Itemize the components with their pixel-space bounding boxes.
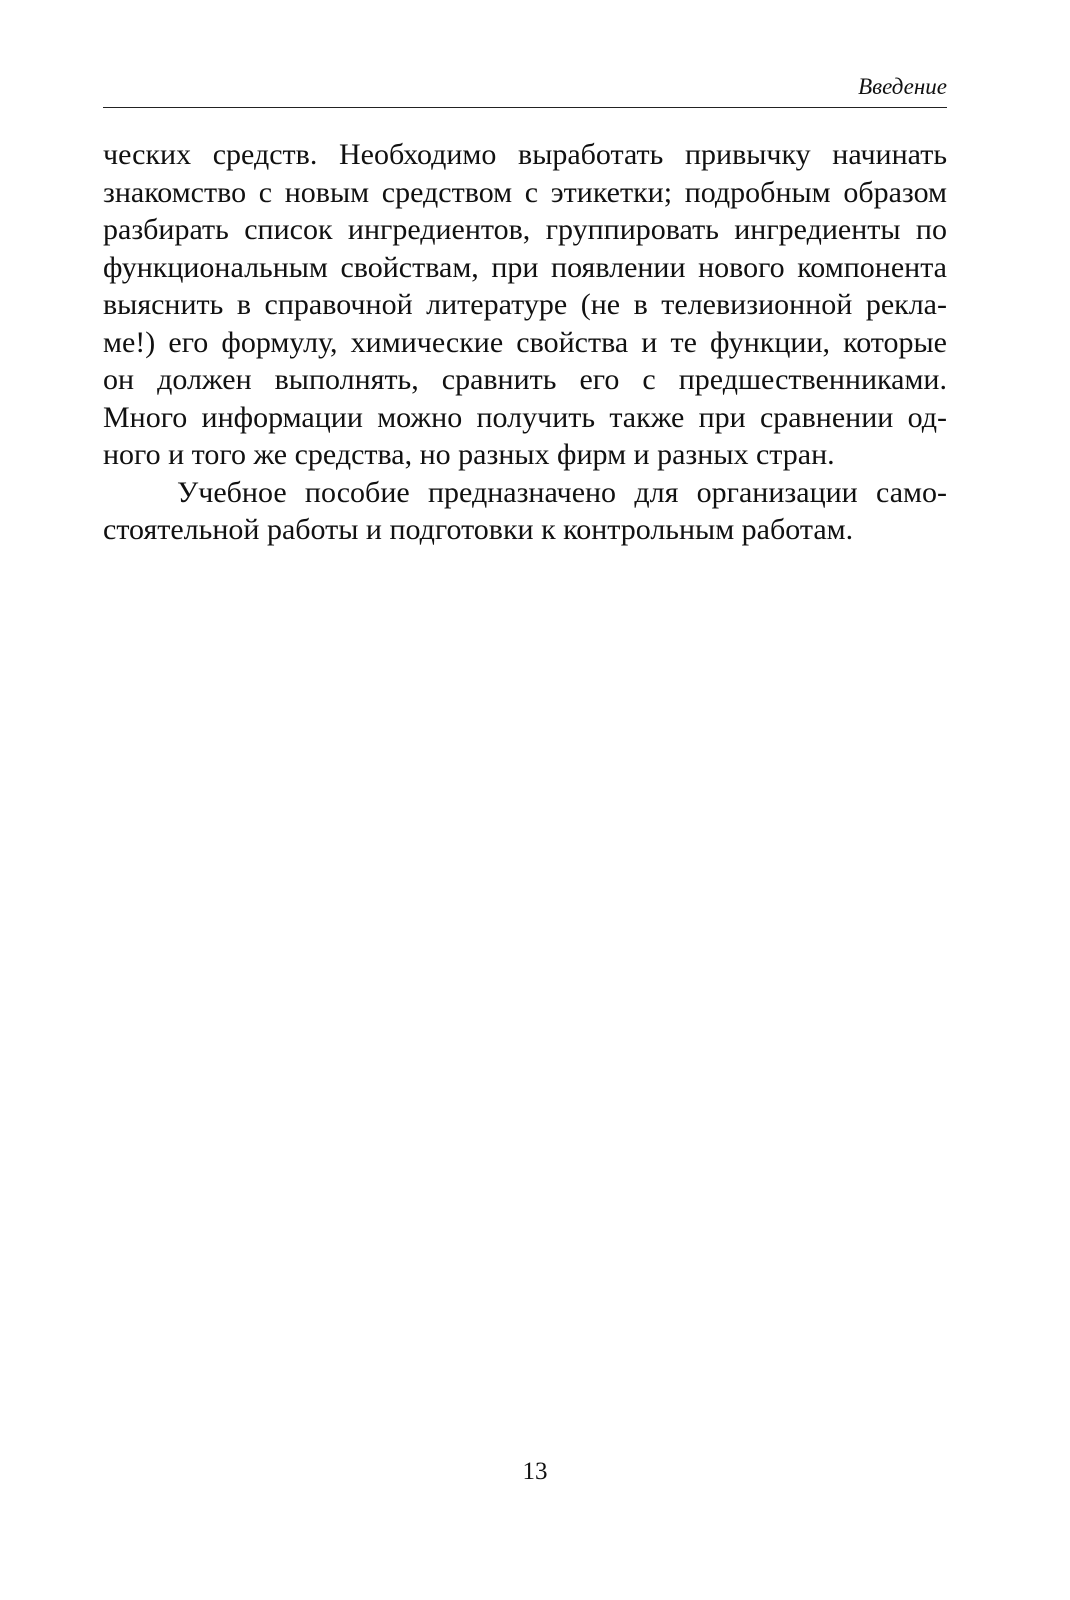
running-head: Введение [858,74,947,99]
paragraph [103,136,947,474]
text-line: разбирать список ингредиентов, группировать ингредиенты по [103,213,947,246]
text-line: ческих средств. Необходимо выработать привычку начинать [103,138,947,171]
text-line: ного и того же средства, но разных фирм и разных стран. [103,438,835,471]
paragraph [103,474,947,549]
body-text [103,136,947,549]
text-line: функциональным свойствам, при появлении нового компонента [103,250,947,284]
text-line: ме!) его формулу, химические свойства и те функции, которые [103,325,947,359]
header-rule [103,107,947,108]
text-line: Учебное пособие предназначено для организации само- [177,475,947,509]
page-number: 13 [522,1458,548,1485]
text-line: стоятельной работы и подготовки к контрольным работам. [103,513,854,546]
text-line: он должен выполнять, сравнить его с предшественниками. [103,363,947,396]
text-line: выяснить в справочной литературе (не в телевизионной рекла- [103,288,947,321]
text-line: Много информации можно получить также при сравнении од- [103,400,947,434]
text-line: знакомство с новым средством с этикетки; подробным образом [103,175,947,209]
